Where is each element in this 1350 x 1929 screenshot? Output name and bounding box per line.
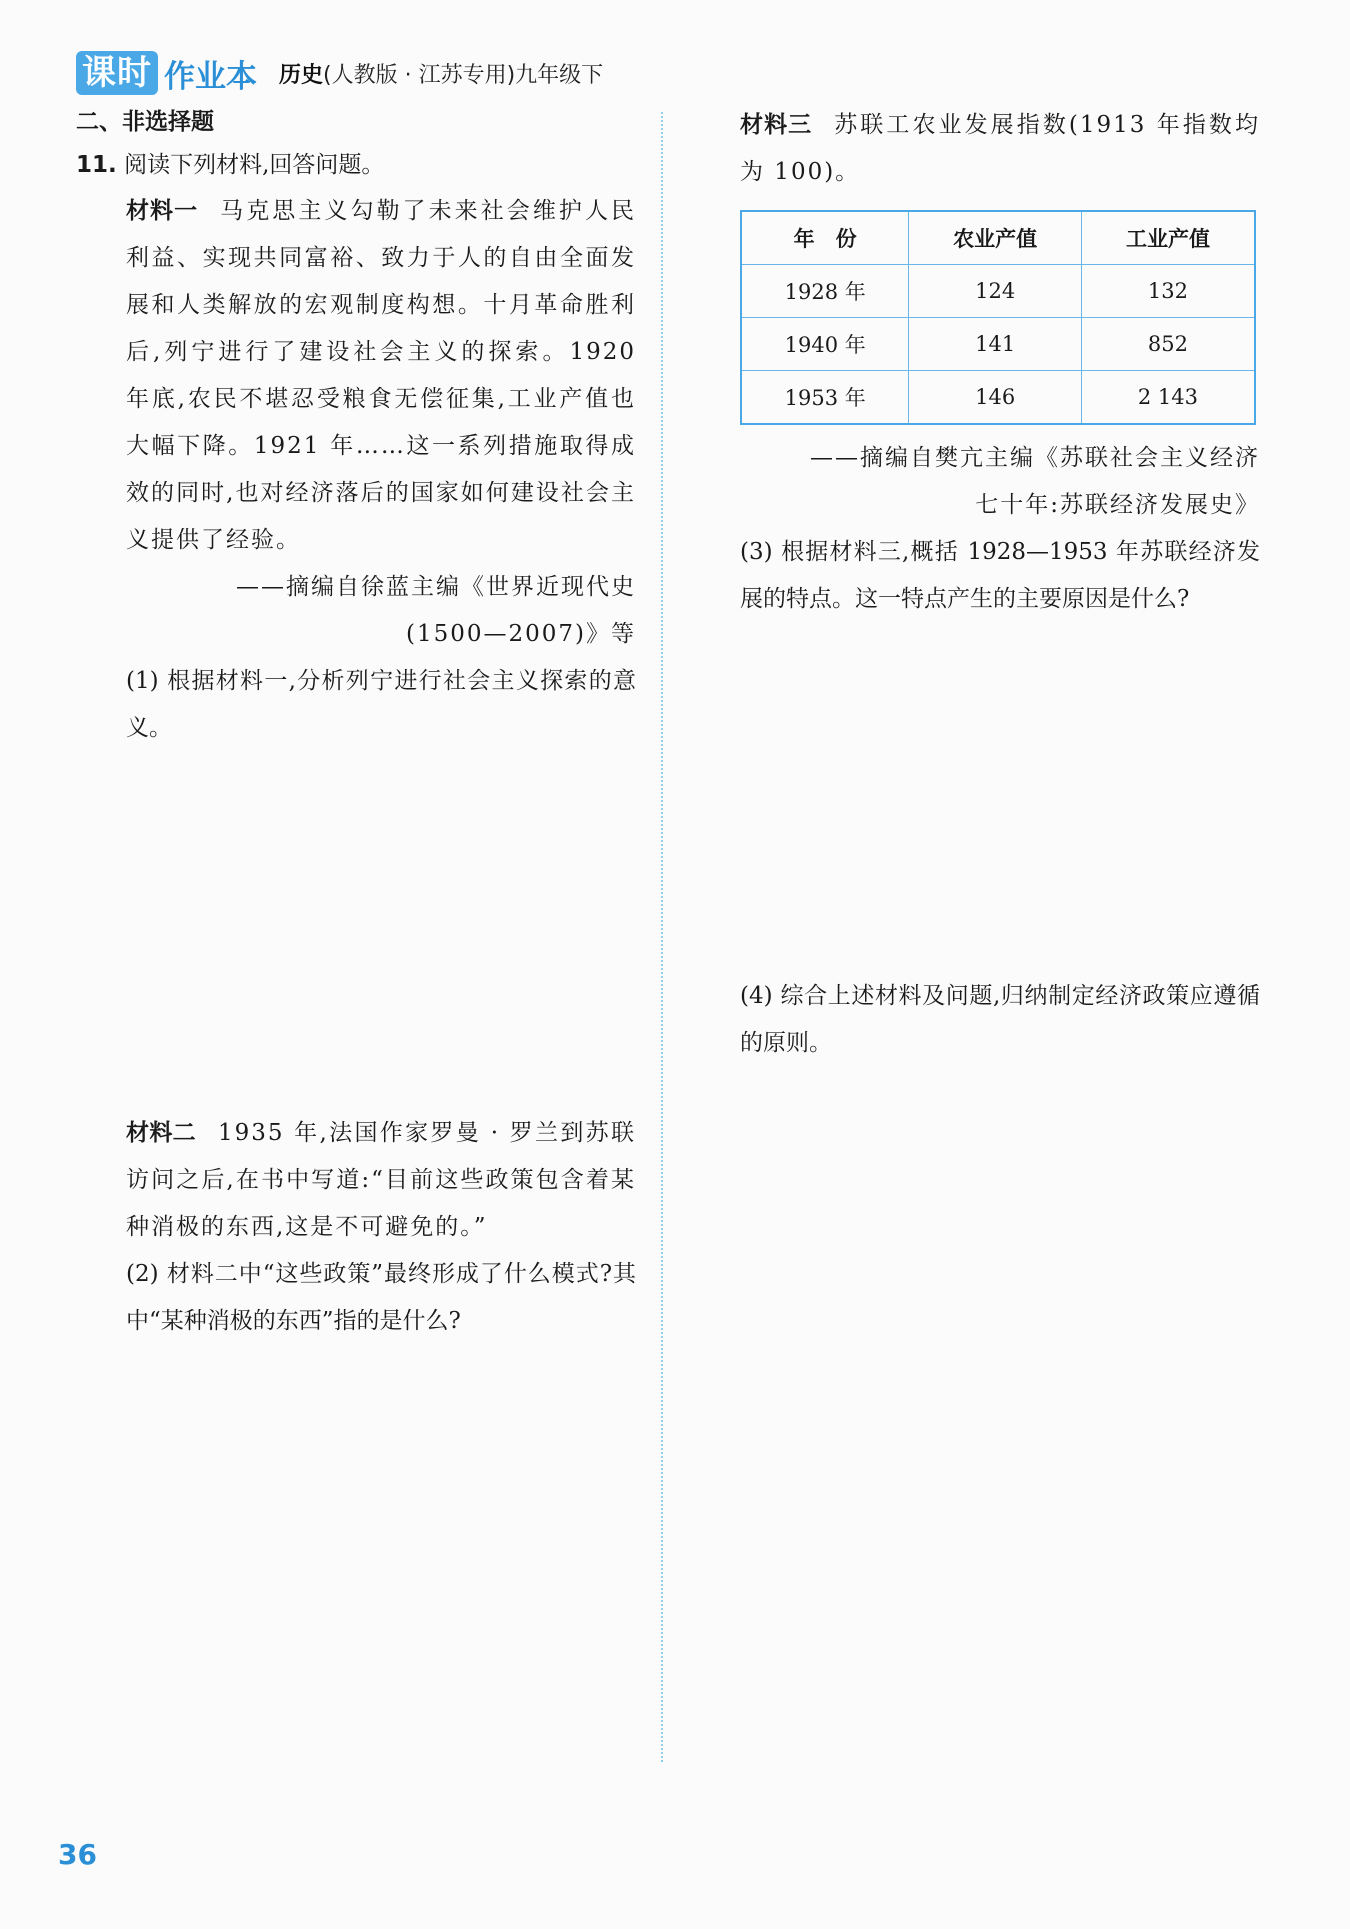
table-header-year: 年 份 bbox=[741, 211, 909, 265]
right-column bbox=[740, 102, 1260, 1067]
material-one bbox=[76, 188, 636, 564]
subquestion-2: (2) 材料二中“这些政策”最终形成了什么模式?其中“某种消极的东西”指的是什么? bbox=[126, 1261, 636, 1334]
material-one-label: 材料一 bbox=[126, 198, 199, 224]
material-three-source-line2: 七十年:苏联经济发展史》 bbox=[975, 492, 1260, 518]
index-table bbox=[740, 210, 1256, 425]
material-three-source-line1: ——摘编自樊亢主编《苏联社会主义经济 bbox=[810, 445, 1260, 471]
column-divider bbox=[661, 112, 663, 1762]
subquestion-4: (4) 综合上述材料及问题,归纳制定经济政策应遵循的原则。 bbox=[740, 983, 1260, 1056]
answer-space-1 bbox=[76, 752, 636, 1110]
table-cell: 1940 年 bbox=[741, 318, 909, 371]
page-header bbox=[76, 48, 603, 98]
left-column bbox=[76, 102, 636, 1345]
table-cell: 132 bbox=[1081, 265, 1255, 318]
subquestion-1: (1) 根据材料一,分析列宁进行社会主义探索的意义。 bbox=[126, 668, 636, 741]
table-header-row bbox=[741, 211, 1255, 265]
edition-label: (人教版 · 江苏专用)九年级下 bbox=[323, 62, 604, 88]
question-number: 11. bbox=[76, 152, 117, 178]
book-logo: 课时 bbox=[76, 51, 158, 95]
question-prompt: 阅读下列材料,回答问题。 bbox=[124, 152, 385, 178]
material-one-source-line2: (1500—2007)》等 bbox=[405, 621, 636, 647]
material-three-text: 苏联工农业发展指数(1913 年指数均为 100)。 bbox=[740, 112, 1261, 185]
subquestion-3: (3) 根据材料三,概括 1928—1953 年苏联经济发展的特点。这一特点产生的主要原因是什么? bbox=[740, 539, 1260, 612]
material-two-text: 1935 年,法国作家罗曼 · 罗兰到苏联访问之后,在书中写道:“目前这些政策包含着某种消极的东西,这是不可避免的。” bbox=[126, 1120, 636, 1240]
table-row bbox=[741, 318, 1255, 371]
book-logo-text: 作业本 bbox=[164, 58, 257, 95]
table-cell: 1928 年 bbox=[741, 265, 909, 318]
table-header-agriculture: 农业产值 bbox=[909, 211, 1082, 265]
question-heading bbox=[76, 142, 636, 188]
table-cell: 124 bbox=[909, 265, 1082, 318]
table-cell: 141 bbox=[909, 318, 1082, 371]
table-row bbox=[741, 265, 1255, 318]
table-cell: 852 bbox=[1081, 318, 1255, 371]
section-title: 二、非选择题 bbox=[76, 109, 214, 135]
material-three-label: 材料三 bbox=[740, 112, 813, 138]
page-number: 36 bbox=[58, 1838, 97, 1871]
material-three bbox=[740, 102, 1260, 196]
subject-title: 历史 bbox=[279, 62, 324, 88]
material-one-source-line1: ——摘编自徐蓝主编《世界近现代史 bbox=[236, 574, 636, 600]
material-two bbox=[76, 1110, 636, 1251]
material-two-label: 材料二 bbox=[126, 1120, 196, 1146]
table-header-industry: 工业产值 bbox=[1081, 211, 1255, 265]
table-cell: 1953 年 bbox=[741, 371, 909, 425]
table-cell: 2 143 bbox=[1081, 371, 1255, 425]
answer-space-3 bbox=[740, 623, 1260, 973]
table-cell: 146 bbox=[909, 371, 1082, 425]
table-row bbox=[741, 371, 1255, 425]
material-one-text: 马克思主义勾勒了未来社会维护人民利益、实现共同富裕、致力于人的自由全面发展和人类解放的宏观制度构想。十月革命胜利后,列宁进行了建设社会主义的探索。1920 年底,农民不堪忍受粮食无偿征集,工业产值也大幅下降。1921 年……这一系列措施取得成效的同时,也对经济落后的国家如何建设社会主义提供了经验。 bbox=[126, 198, 637, 553]
